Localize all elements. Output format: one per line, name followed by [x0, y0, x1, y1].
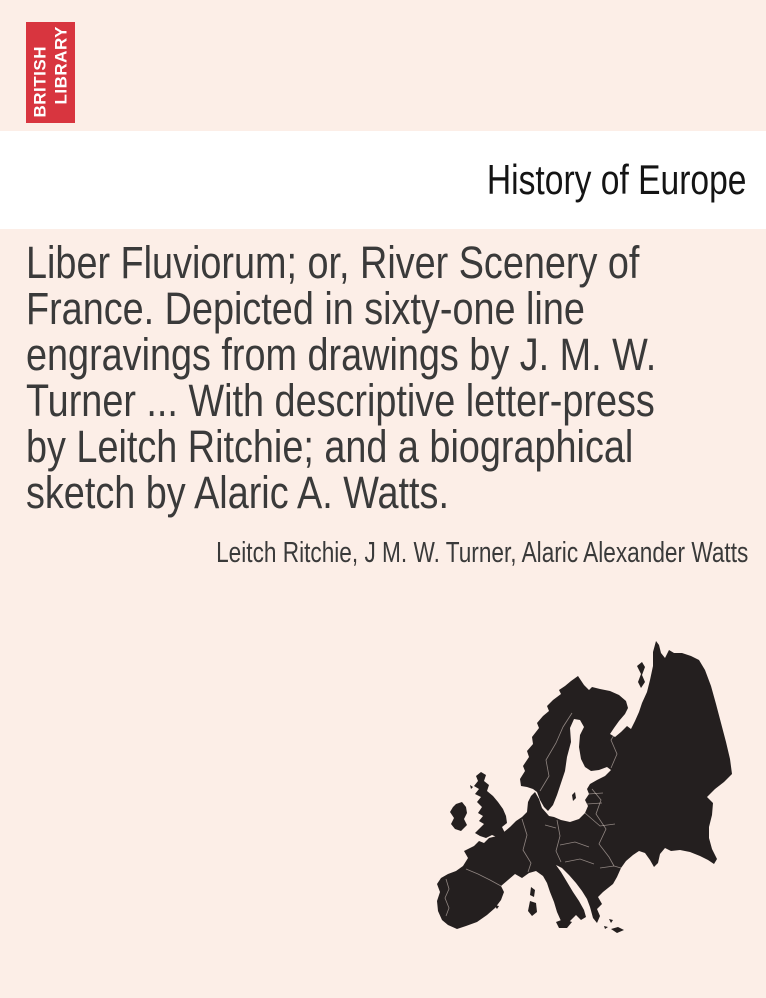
great-britain	[474, 772, 507, 838]
aegean-island	[604, 926, 608, 929]
category-band	[0, 131, 766, 229]
arctic-island	[637, 662, 645, 688]
title-line: Turner ... With descriptive letter-press	[26, 375, 655, 426]
authors-line: Leitch Ritchie, J M. W. Turner, Alaric Alexander Watts	[215, 537, 748, 569]
corsica	[530, 887, 535, 897]
title-line: Liber Fluviorum; or, River Scenery of	[26, 237, 640, 288]
sardinia	[528, 901, 537, 916]
logo-word-library: LIBRARY	[51, 25, 70, 104]
title-line: by Leitch Ritchie; and a biographical	[26, 421, 634, 472]
title-line: France. Depicted in sixty-one line	[26, 283, 585, 334]
book-title	[26, 237, 756, 518]
gotland	[572, 792, 576, 801]
title-line: sketch by Alaric A. Watts.	[26, 467, 449, 518]
category-label: History of Europe	[486, 156, 746, 203]
europe-map-silhouette	[425, 628, 755, 958]
logo-word-british: BRITISH	[30, 45, 49, 117]
crete	[611, 927, 624, 933]
ireland	[450, 802, 467, 831]
aegean-island	[609, 919, 613, 923]
british-library-logo	[26, 22, 75, 123]
hebrides	[470, 785, 473, 789]
title-line: engravings from drawings by J. M. W.	[26, 329, 657, 380]
logo-rotated-text	[26, 22, 75, 123]
